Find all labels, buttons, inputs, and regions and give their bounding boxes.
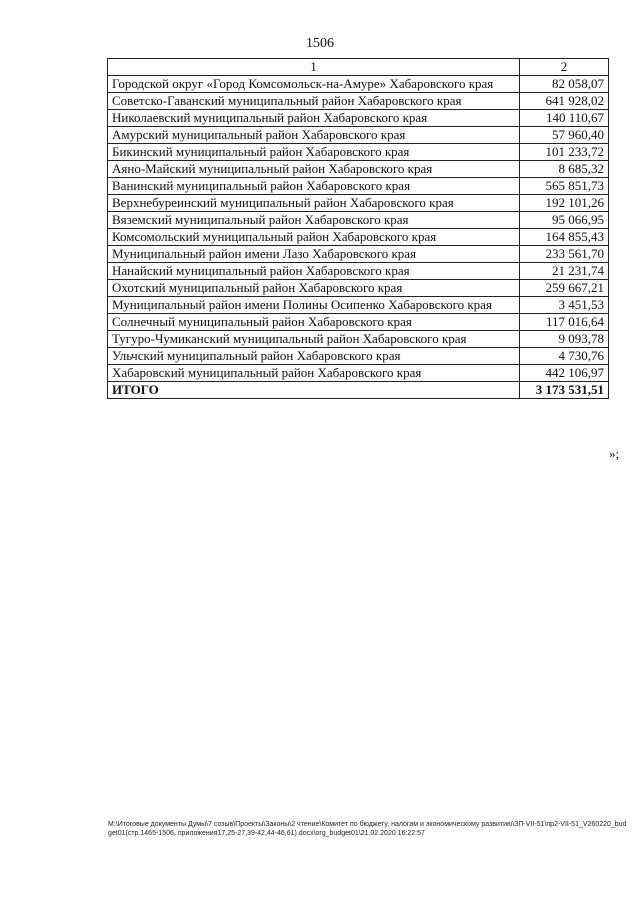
amount-value: 82 058,07 bbox=[520, 76, 609, 93]
closing-quote-mark: »; bbox=[609, 446, 620, 461]
table-row bbox=[108, 314, 609, 331]
amount-value: 259 667,21 bbox=[520, 280, 609, 297]
municipality-name: Тугуро-Чумиканский муниципальный район Хабаровского края bbox=[108, 331, 520, 348]
amount-value: 442 106,97 bbox=[520, 365, 609, 382]
table-row bbox=[108, 263, 609, 280]
amount-value: 4 730,76 bbox=[520, 348, 609, 365]
column-header-1: 1 bbox=[108, 59, 520, 76]
amount-value: 3 451,53 bbox=[520, 297, 609, 314]
table-row bbox=[108, 331, 609, 348]
table-row bbox=[108, 229, 609, 246]
municipality-name: Вяземский муниципальный район Хабаровского края bbox=[108, 212, 520, 229]
amount-value: 140 110,67 bbox=[520, 110, 609, 127]
table-row bbox=[108, 178, 609, 195]
table-row bbox=[108, 246, 609, 263]
table-row bbox=[108, 76, 609, 93]
total-value: 3 173 531,51 bbox=[520, 382, 609, 399]
table-header-row bbox=[108, 59, 609, 76]
amount-value: 192 101,26 bbox=[520, 195, 609, 212]
amount-value: 9 093,78 bbox=[520, 331, 609, 348]
municipality-name: Ульчский муниципальный район Хабаровского края bbox=[108, 348, 520, 365]
amount-value: 8 685,32 bbox=[520, 161, 609, 178]
table-row bbox=[108, 348, 609, 365]
amount-value: 21 231,74 bbox=[520, 263, 609, 280]
amount-value: 565 851,73 bbox=[520, 178, 609, 195]
municipality-name: Аяно-Майский муниципальный район Хабаровского края bbox=[108, 161, 520, 178]
table-row bbox=[108, 127, 609, 144]
municipality-name: Городской округ «Город Комсомольск-на-Амуре» Хабаровского края bbox=[108, 76, 520, 93]
budget-table bbox=[107, 58, 609, 399]
table-row bbox=[108, 195, 609, 212]
municipality-name: Нанайский муниципальный район Хабаровского края bbox=[108, 263, 520, 280]
table-row bbox=[108, 93, 609, 110]
column-header-2: 2 bbox=[520, 59, 609, 76]
total-label: ИТОГО bbox=[108, 382, 520, 399]
amount-value: 641 928,02 bbox=[520, 93, 609, 110]
table-row bbox=[108, 212, 609, 229]
amount-value: 57 960,40 bbox=[520, 127, 609, 144]
municipality-name: Ванинский муниципальный район Хабаровского края bbox=[108, 178, 520, 195]
table-row bbox=[108, 110, 609, 127]
table-row bbox=[108, 280, 609, 297]
page-number: 1506 bbox=[306, 36, 334, 51]
municipality-name: Верхнебуреинский муниципальный район Хабаровского края bbox=[108, 195, 520, 212]
table-row bbox=[108, 144, 609, 161]
municipality-name: Николаевский муниципальный район Хабаровского края bbox=[108, 110, 520, 127]
total-row bbox=[108, 382, 609, 399]
municipality-name: Хабаровский муниципальный район Хабаровского края bbox=[108, 365, 520, 382]
municipality-name: Охотский муниципальный район Хабаровского края bbox=[108, 280, 520, 297]
amount-value: 164 855,43 bbox=[520, 229, 609, 246]
municipality-name: Солнечный муниципальный район Хабаровского края bbox=[108, 314, 520, 331]
municipality-name: Муниципальный район имени Лазо Хабаровского края bbox=[108, 246, 520, 263]
amount-value: 101 233,72 bbox=[520, 144, 609, 161]
municipality-name: Амурский муниципальный район Хабаровского края bbox=[108, 127, 520, 144]
table-row bbox=[108, 365, 609, 382]
table-row bbox=[108, 161, 609, 178]
municipality-name: Бикинский муниципальный район Хабаровского края bbox=[108, 144, 520, 161]
amount-value: 233 561,70 bbox=[520, 246, 609, 263]
file-path-footer: M:\Итоговые документы Думы\7 созыв\Проекты\Законы\2 чтение\Комитет по бюджету, налогам и экономическому развитию\ЗП-VII-51\пр2-VII-51_V260220_budget01(стр.1465-1506, приложения17,25-27,39-42,44-46,61).docx\org_budget01\21.02.2020 16:22:57 bbox=[108, 821, 627, 837]
municipality-name: Комсомольский муниципальный район Хабаровского края bbox=[108, 229, 520, 246]
municipality-name: Муниципальный район имени Полины Осипенко Хабаровского края bbox=[108, 297, 520, 314]
amount-value: 95 066,95 bbox=[520, 212, 609, 229]
amount-value: 117 016,64 bbox=[520, 314, 609, 331]
table-row bbox=[108, 297, 609, 314]
municipality-name: Советско-Гаванский муниципальный район Хабаровского края bbox=[108, 93, 520, 110]
